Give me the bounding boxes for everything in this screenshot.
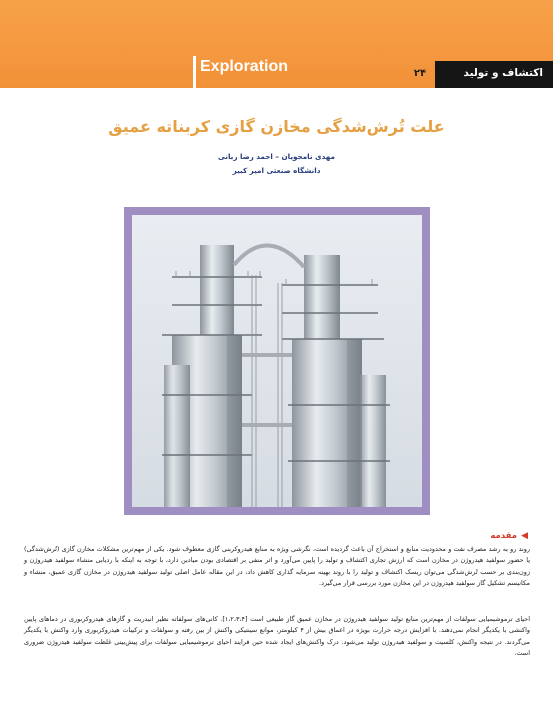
- intro-paragraph-1: روند رو به رشد مصرف نفت و محدودیت منابع و استخراج آن باعث گردیده است، نگرشی ویژه به منابع هیدروکربنی گازی معطوف شود. یکی از مهم‌ترین مشکلات مخازن گازی (تُرش‌شدگی) یا حضور سولفید هیدروژن در مخازن است که ارزش تجاری اکتشاف و تولید را پایین می‌آورد و اثر منفی بر اقتصادی بودن میادین دارد، با توجه به اینکه با ردیابی منشاء سولفید هیدروژن و زون‌بندی بر حسب تُرش‌شدگی می‌توان ریسک اکتشاف و تولید را با روند بهینه سرمایه گذاری کاهش داد، در این مقاله عامل اصلی تولید سولفید هیدروژن در مخازن گازی عمیق، منشاء و مکانیسم تشکیل گاز سولفید هیدروژن در این مخازن مورد بررسی قرار می‌گیرد.: [24, 545, 530, 587]
- intro-paragraph-2: احیای ترموشیمیایی سولفات از مهم‌ترین منابع تولید سولفید هیدروژن در مخازن عمیق گاز طبیعی است [۱،۲،۳،۴]. کانی‌های سولفاته نظیر انیدریت و گازهای هیدروکربوری در دماهای پایین واکنشی با یکدیگر انجام نمی‌دهند. با افزایش درجه حرارت بویژه در اعماق بیش از ۴ کیلومتر، موانع سینتیکی واکنش از بین رفته و سولفات و ترکیبات هیدروکربوری وارد واکنش با یکدیگر می‌گردند. در نتیجه واکنش، کلسیت و سولفید هیدروژن تولید می‌شود. درک واکنش‌های ایجاد شده حین فرایند احیای ترموشیمیایی سولفات برای پیش‌بینی غلظت سولفید هیدروژن ضروری است.: [24, 615, 531, 657]
- article-title: علت تُرش‌شدگی مخازن گازی کربناته عمیق: [108, 117, 445, 136]
- section-label: Exploration: [193, 56, 343, 88]
- triangle-marker-icon: ◀: [521, 531, 528, 541]
- section-heading: [320, 529, 528, 543]
- article-affiliation: دانشگاه صنعتی امیر کبیر: [232, 166, 321, 175]
- article-authors: مهدی نامجویان – احمد رضا ربانی: [217, 152, 335, 161]
- figure-frame: [124, 207, 430, 515]
- refinery-towers-photo: [132, 215, 422, 507]
- page-number: ۲۴: [413, 68, 427, 79]
- rubric-label: اکتشاف و تولید: [435, 61, 553, 88]
- section-heading-label: مقدمه: [490, 531, 518, 541]
- header-divider: [0, 88, 553, 94]
